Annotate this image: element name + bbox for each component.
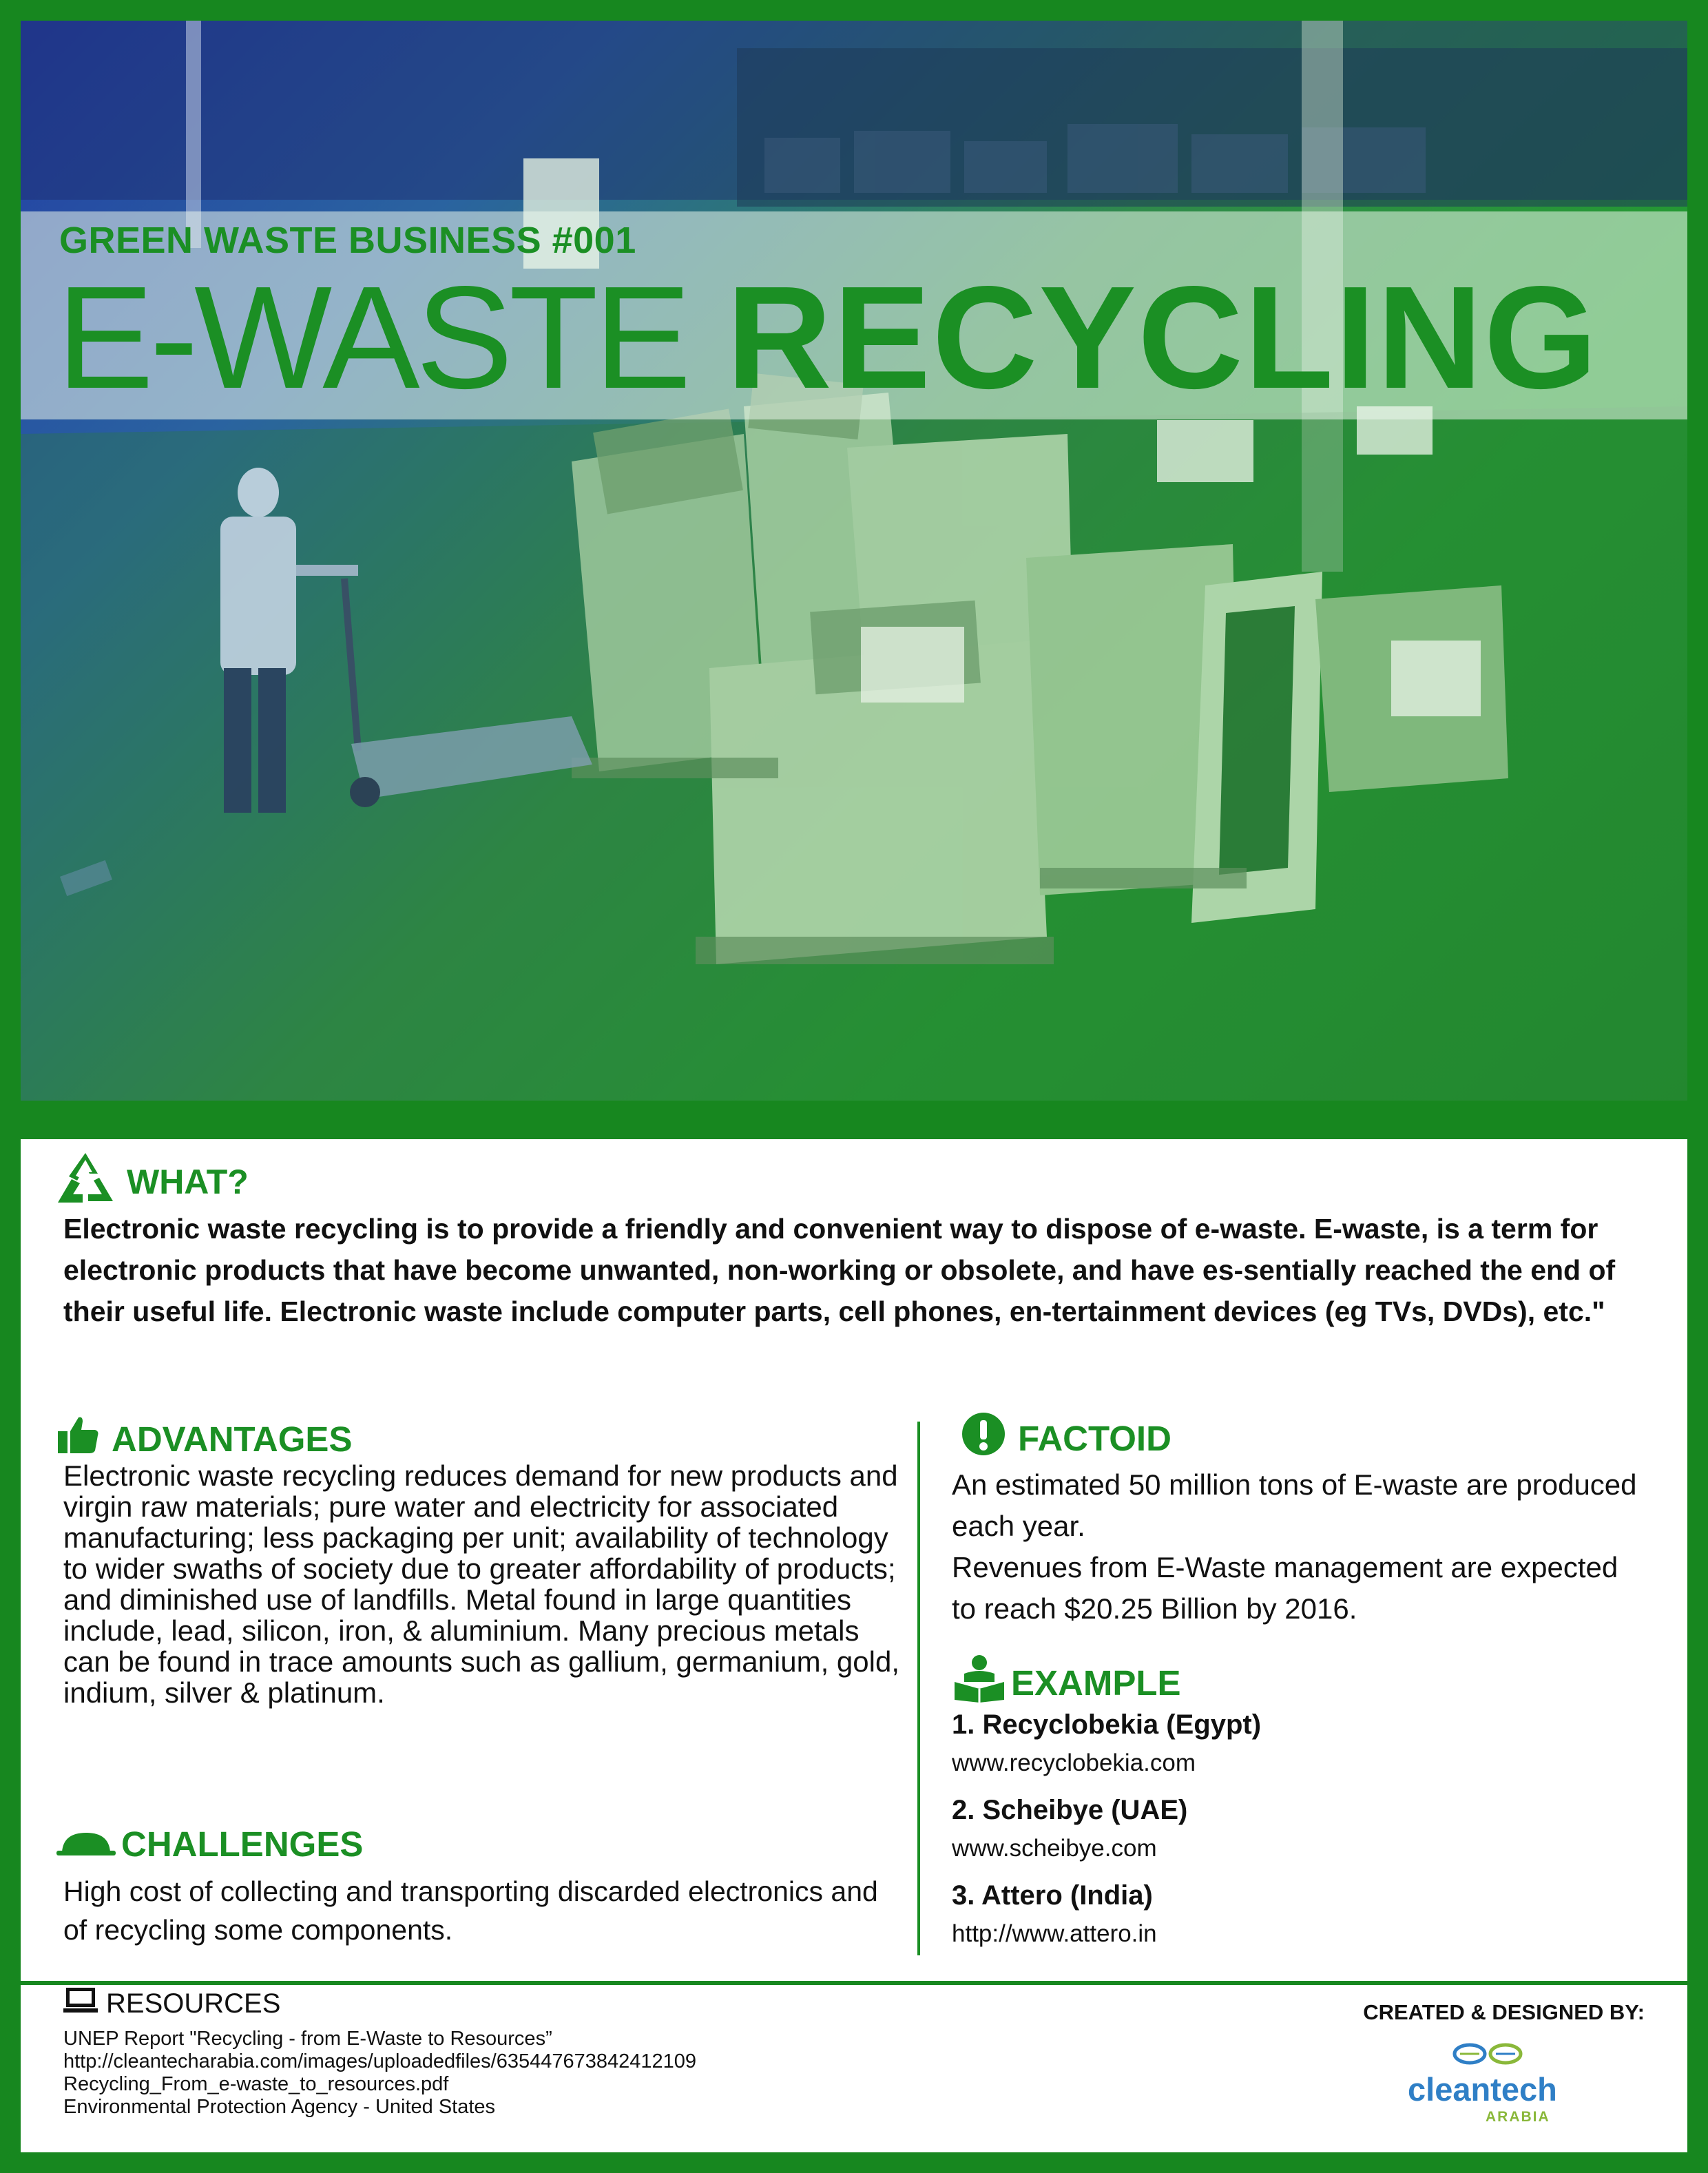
resource-line-4: Environmental Protection Agency - United States	[63, 2096, 496, 2118]
main-headline	[56, 256, 1599, 419]
resources-title: RESOURCES	[106, 1988, 281, 2019]
factoid-line-2: Revenues from E-Waste management are expected to reach $20.25 Billion by 2016.	[952, 1551, 1618, 1625]
example-item-1-url[interactable]: www.recyclobekia.com	[952, 1749, 1196, 1776]
resources-heading	[63, 1986, 280, 2021]
what-heading	[56, 1152, 249, 1212]
logo-wordmark: cleantech	[1408, 2071, 1557, 2108]
what-title: WHAT?	[127, 1163, 249, 1201]
footer	[21, 1985, 1687, 2152]
column-divider	[917, 1422, 920, 1955]
exclamation-icon	[961, 1412, 1006, 1464]
resource-line-3: Recycling_From_e-waste_to_resources.pdf	[63, 2073, 449, 2095]
example-item-3-url[interactable]: http://www.attero.in	[952, 1920, 1157, 1947]
challenges-heading	[56, 1824, 363, 1864]
hard-hat-icon	[56, 1824, 116, 1864]
example-item-2-name: 2. Scheibye (UAE)	[952, 1795, 1188, 1825]
content-panel	[21, 1139, 1687, 1981]
factoid-title: FACTOID	[1018, 1418, 1171, 1458]
example-title: EXAMPLE	[1011, 1663, 1181, 1703]
resource-line-2[interactable]: http://cleantecharabia.com/images/uploadedfiles/635447673842412109	[63, 2050, 697, 2072]
example-item-3-name: 3. Attero (India)	[952, 1880, 1153, 1911]
hero-photo	[21, 21, 1687, 1101]
factoid-heading	[961, 1412, 1171, 1464]
advantages-heading	[56, 1415, 352, 1463]
series-kicker: GREEN WASTE BUSINESS #001	[59, 220, 636, 261]
advantages-title: ADVANTAGES	[112, 1419, 353, 1459]
resource-line-1: UNEP Report "Recycling - from E-Waste to Resources”	[63, 2028, 552, 2050]
example-item-1-name: 1. Recyclobekia (Egypt)	[952, 1709, 1262, 1740]
recycle-icon	[56, 1152, 114, 1212]
person-reading-icon	[952, 1654, 1007, 1711]
headline-light: E-WASTE	[56, 256, 687, 419]
challenges-body: High cost of collecting and transporting discarded electronics and of recycling some components.	[63, 1875, 878, 1946]
laptop-icon	[63, 1986, 98, 2021]
cleantech-logo-mark	[1452, 2040, 1523, 2071]
factoid-line-1: An estimated 50 million tons of E-waste are produced each year.	[952, 1468, 1637, 1542]
headline-bold: RECYCLING	[726, 256, 1599, 419]
thumbs-up-icon	[56, 1415, 99, 1463]
example-heading	[952, 1654, 1181, 1711]
example-item-2-url[interactable]: www.scheibye.com	[952, 1835, 1157, 1862]
advantages-body: Electronic waste recycling reduces demand for new products and virgin raw materials; pure water and electricity for associated manufacturing; less packaging per unit; availability of technology to wider swaths of society due to greater affordability of products; and diminished use of landfills. Metal found in large quantities include, lead, silicon, iron, & aluminium. Many precious metals can be found in trace amounts such as gallium, germanium, gold, indium, silver & platinum.	[63, 1459, 900, 1709]
what-body: Electronic waste recycling is to provide a friendly and convenient way to dispose of e-waste. E-waste, is a term for electronic products that have become unwanted, non-working or obsolete, and have es-sentially reached the end of their useful life. Electronic waste include computer parts, cell phones, en-tertainment devices (eg TVs, DVDs), etc."	[63, 1213, 1616, 1327]
warehouse-illustration	[21, 21, 1687, 1101]
challenges-title: CHALLENGES	[121, 1824, 364, 1864]
credit-label: CREATED & DESIGNED BY:	[1363, 2000, 1645, 2024]
logo-subtitle: ARABIA	[1486, 2109, 1550, 2125]
